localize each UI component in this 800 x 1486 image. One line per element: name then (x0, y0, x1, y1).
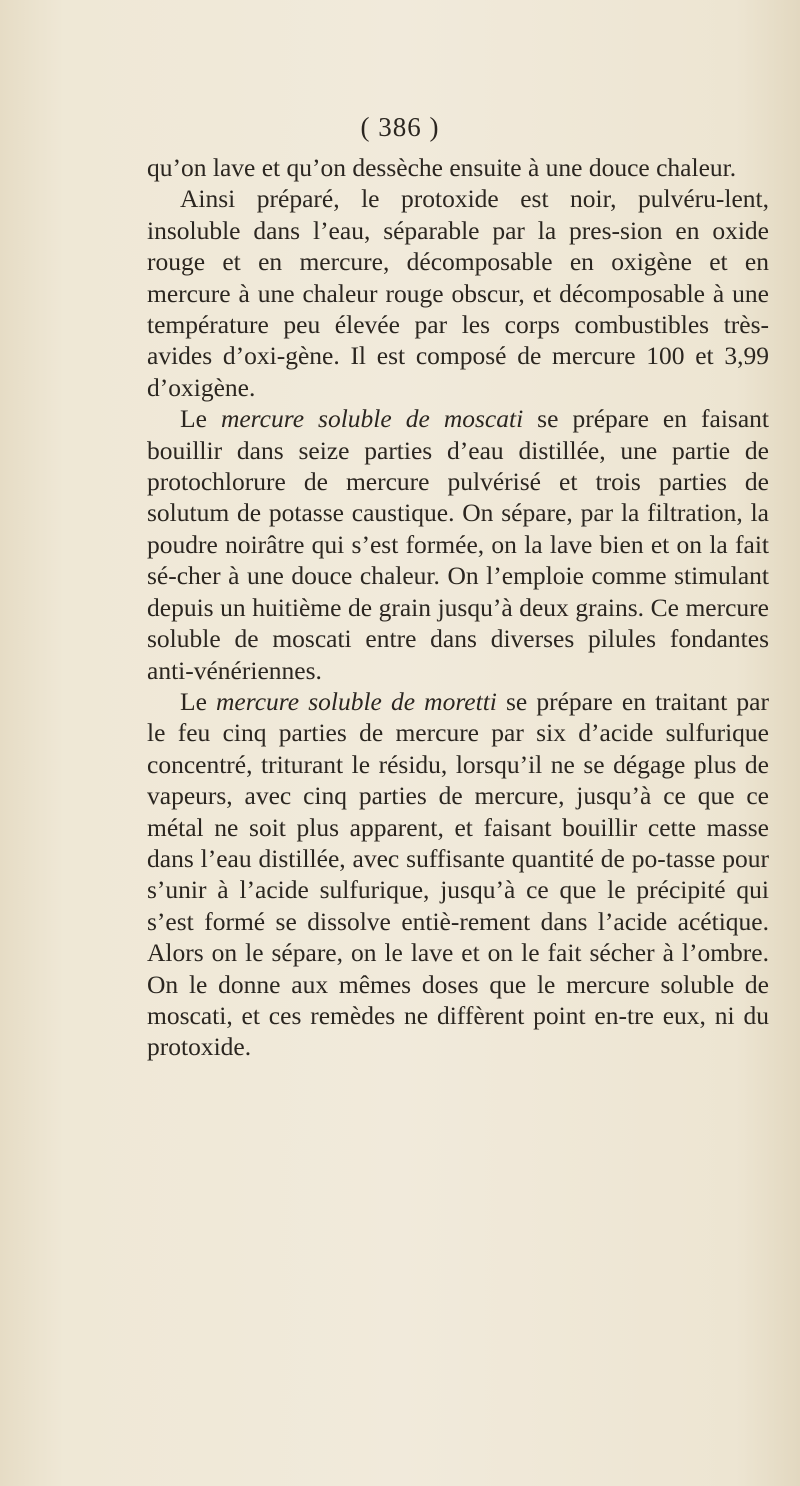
page-number: ( 386 ) (360, 112, 440, 142)
paragraph (147, 152, 769, 183)
text-segment: se prépare en traitant par le feu cinq parties de mercure par six d’acide sulfurique concentré, triturant le résidu, lorsqu’il ne se dégage plus de vapeurs, avec cinq parties de mercure, jusqu’à ce que ce métal ne soit plus apparent, et faisant bouillir cette masse dans l’eau distillée, avec suffisante quantité de po-tasse pour s’unir à l’acide sulfurique, jusqu’à ce que le précipité qui s’est formé se dissolve entiè-rement dans l’acide acétique. Alors on le sépare, on le lave et on le fait sécher à l’ombre. On le donne aux mêmes doses que le mercure soluble de moscati, et ces remèdes ne diffèrent point en-tre eux, ni du protoxide. (147, 686, 769, 1062)
paragraph (147, 183, 769, 403)
paragraph (147, 403, 769, 686)
italic-term: mercure soluble de moretti (216, 686, 497, 716)
paragraph (147, 686, 769, 1063)
text-segment: Le (180, 404, 221, 434)
text-segment: se prépare en faisant bouillir dans seize parties d’eau distillée, une partie de protochlorure de mercure pulvérisé et trois parties de solutum de potasse caustique. On sépare, par la filtration, la poudre noirâtre qui s’est formée, on la lave bien et on la fait sé-cher à une douce chaleur. On l’emploie comme stimulant depuis un huitième de grain jusqu’à deux grains. Ce mercure soluble de moscati entre dans diverses pilules fondantes anti-vénériennes. (147, 404, 769, 685)
text-segment: Ainsi préparé, le protoxide est noir, pulvéru-lent, insoluble dans l’eau, séparable par la pres-sion en oxide rouge et en mercure, décomposable en oxigène et en mercure à une chaleur rouge obscur, et décomposable à une température peu élevée par les corps combustibles très-avides d’oxi-gène. Il est composé de mercure 100 et 3,99 d’oxigène. (147, 184, 769, 402)
text-segment: Le (180, 686, 217, 716)
text-segment: qu’on lave et qu’on dessèche ensuite à une douce chaleur. (147, 153, 737, 182)
body-text (147, 152, 769, 1063)
italic-term: mercure soluble de moscati (220, 404, 524, 434)
